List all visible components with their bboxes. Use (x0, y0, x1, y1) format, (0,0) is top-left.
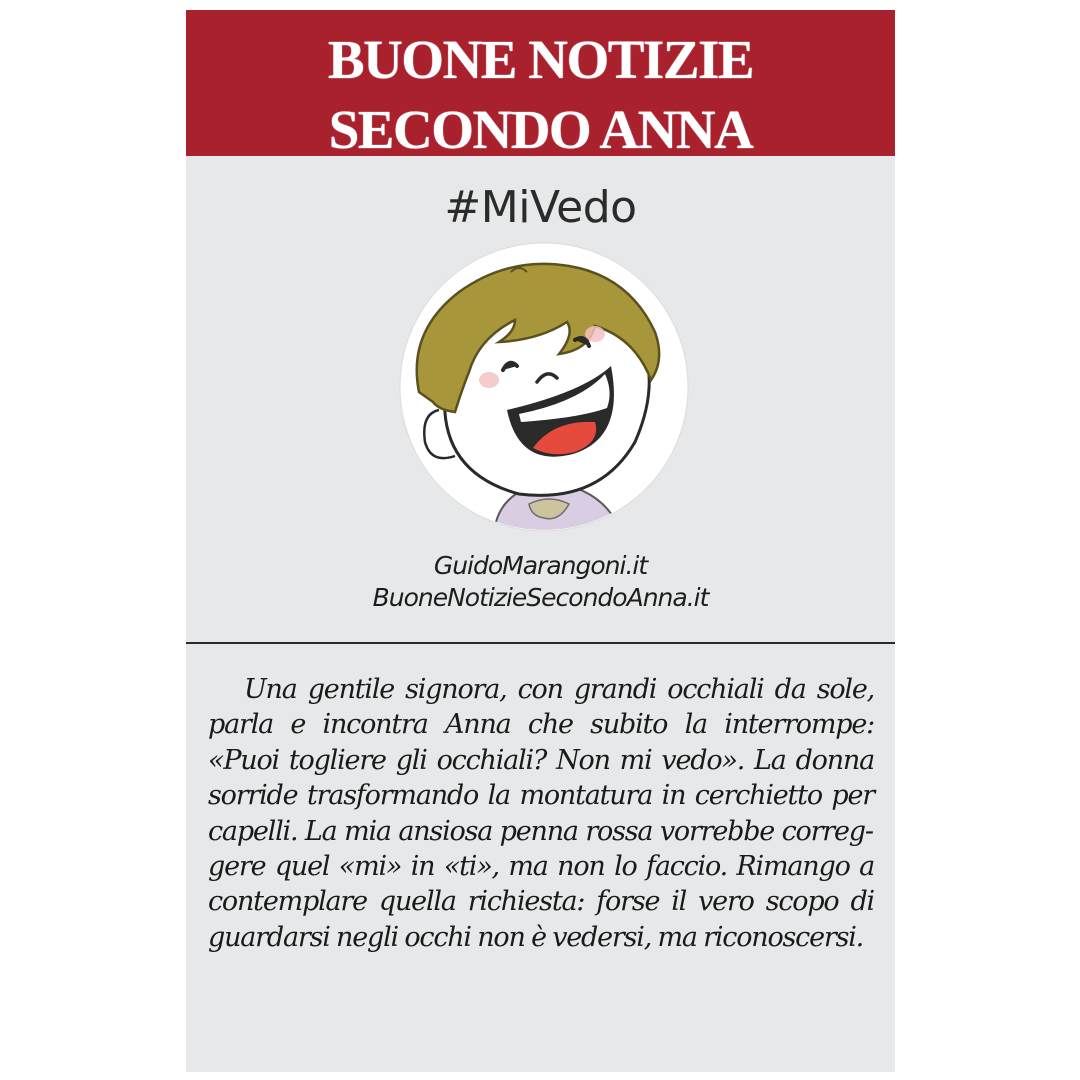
link-guidomarangoni[interactable]: GuidoMarangoni.it (433, 551, 648, 580)
hashtag-title: #MiVedo (444, 182, 637, 233)
news-card (186, 10, 895, 1072)
link-buonenotiziesecondoanna[interactable]: BuoneNotizieSecondoAnna.it (372, 583, 709, 612)
banner-title-line-2: SECONDO ANNA (328, 99, 753, 160)
banner-title-line-1: BUONE NOTIZIE (327, 29, 754, 90)
avatar-illustration (399, 242, 689, 532)
website-links (186, 550, 895, 614)
divider-line (186, 642, 895, 644)
story-paragraph: Una gentile signora, con grandi occhiali da sole, parla e incontra Anna che subito la interrompe: «Puoi togliere gli occhiali? Non mi vedo». La donna sorride trasformando la montatura in cerchietto per capelli. La mia ansiosa penna rossa vorrebbe correggere quel «mi» in «ti», ma non lo faccio. Rimango a contemplare quella richiesta: forse il vero scopo di guardarsi negli occhi non è vedersi, ma riconoscersi. (208, 674, 874, 953)
header-banner (186, 10, 895, 160)
smiling-child-cartoon-icon (399, 242, 689, 532)
